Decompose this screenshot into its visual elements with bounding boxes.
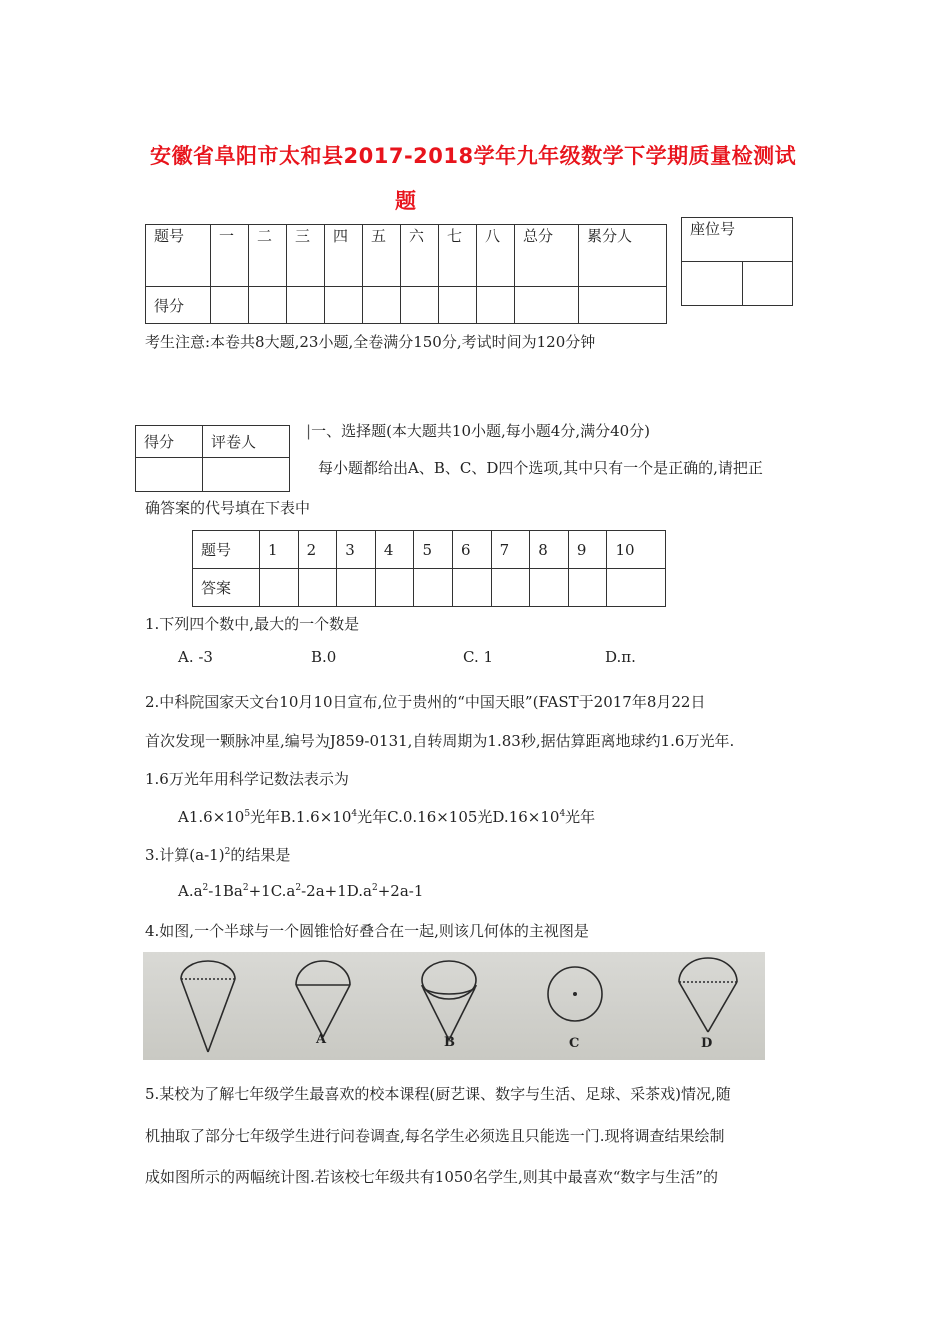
q1-stem: 1.下列四个数中,最大的一个数是 bbox=[145, 615, 360, 633]
q2-line-3: 1.6万光年用科学记数法表示为 bbox=[145, 770, 349, 788]
score-header-cell: 七 bbox=[439, 225, 477, 287]
answer-header-cell: 9 bbox=[568, 531, 607, 569]
score-row-label: 得分 bbox=[146, 287, 211, 324]
answer-header-cell: 7 bbox=[491, 531, 530, 569]
score-header-cell: 四 bbox=[325, 225, 363, 287]
score-header-cell: 累分人 bbox=[579, 225, 667, 287]
answer-header-cell: 题号 bbox=[193, 531, 260, 569]
answer-header-cell: 5 bbox=[414, 531, 453, 569]
figure-option-a bbox=[296, 961, 350, 1037]
grader-score-label: 得分 bbox=[136, 426, 203, 458]
q5-line-1: 5.某校为了解七年级学生最喜欢的校本课程(厨艺课、数字与生活、足球、采茶戏)情况,随 bbox=[145, 1085, 731, 1103]
q2-line-2: 首次发现一颗脉冲星,编号为J859-0131,自转周期为1.83秒,据估算距离地球约1.6万光年. bbox=[145, 732, 735, 750]
answer-header-cell: 3 bbox=[337, 531, 376, 569]
q4-label-a: A bbox=[316, 1032, 327, 1047]
q4-figure bbox=[143, 952, 765, 1060]
center-dot bbox=[573, 992, 577, 996]
answer-header-cell: 6 bbox=[453, 531, 492, 569]
answer-header-cell: 2 bbox=[298, 531, 337, 569]
answer-table bbox=[192, 530, 666, 607]
q1-option-d: D.π. bbox=[605, 648, 636, 666]
figure-option-b bbox=[422, 961, 476, 1040]
score-header-cell: 六 bbox=[401, 225, 439, 287]
score-header-cell: 八 bbox=[477, 225, 515, 287]
answer-header-cell: 1 bbox=[260, 531, 299, 569]
section-instruction-2: 确答案的代号填在下表中 bbox=[145, 499, 311, 517]
score-header-cell: 五 bbox=[363, 225, 401, 287]
score-header-cell: 一 bbox=[211, 225, 249, 287]
seat-number-label: 座位号 bbox=[682, 218, 793, 262]
score-header-cell: 三 bbox=[287, 225, 325, 287]
grader-name-label: 评卷人 bbox=[203, 426, 290, 458]
section-instruction-1: 每小题都给出A、B、C、D四个选项,其中只有一个是正确的,请把正 bbox=[318, 459, 763, 477]
answer-header-cell: 10 bbox=[607, 531, 666, 569]
score-header-cell: 二 bbox=[249, 225, 287, 287]
answer-header-cell: 4 bbox=[375, 531, 414, 569]
score-header-cell: 题号 bbox=[146, 225, 211, 287]
score-table bbox=[145, 224, 667, 324]
q1-option-b: B.0 bbox=[311, 648, 337, 666]
q4-label-d: D bbox=[701, 1036, 713, 1051]
q5-line-2: 机抽取了部分七年级学生进行问卷调查,每名学生必须选且只能选一门.现将调查结果绘制 bbox=[145, 1127, 725, 1145]
q5-line-3: 成如图所示的两幅统计图.若该校七年级共有1050名学生,则其中最喜欢“数字与生活”的 bbox=[145, 1168, 719, 1186]
q3-options: $A.a^2-1Ba^2+1C.a^2-2a+1D.a^2+2a-1$ bbox=[178, 882, 424, 900]
q3-stem: 3.计算$(a-1)^2$的结果是 bbox=[145, 846, 291, 864]
q2-line-1: 2.中科院国家天文台10月10日宣布,位于贵州的“中国天眼”(FAST于2017年8月22日 bbox=[145, 693, 706, 711]
q1-option-a: A. -3 bbox=[178, 648, 213, 666]
exam-notice: 考生注意:本卷共8大题,23小题,全卷满分150分,考试时间为120分钟 bbox=[145, 333, 596, 351]
score-header-cell: 总分 bbox=[515, 225, 579, 287]
q4-label-b: B bbox=[444, 1035, 455, 1050]
page-title-line2: 题 bbox=[395, 189, 417, 213]
answer-header-cell: 8 bbox=[530, 531, 569, 569]
section-heading: |一、选择题(本大题共10小题,每小题4分,满分40分) bbox=[306, 422, 651, 440]
figure-original bbox=[181, 961, 235, 1052]
q1-option-c: C. 1 bbox=[463, 648, 494, 666]
grader-table bbox=[135, 425, 290, 492]
figure-option-d bbox=[679, 958, 737, 1032]
q4-label-c: C bbox=[569, 1036, 580, 1051]
answer-row-label: 答案 bbox=[193, 569, 260, 607]
q2-options: $A1.6\times 10^5$光年$B.1.6\times 10^4$光年C.0.16×105光$D.16\times 10^4$光年 bbox=[178, 808, 596, 826]
q4-stem: 4.如图,一个半球与一个圆锥恰好叠合在一起,则该几何体的主视图是 bbox=[145, 922, 589, 940]
page-title-line1: 安徽省阜阳市太和县2017-2018学年九年级数学下学期质量检测试 bbox=[150, 144, 797, 168]
seat-number-box bbox=[681, 217, 793, 306]
